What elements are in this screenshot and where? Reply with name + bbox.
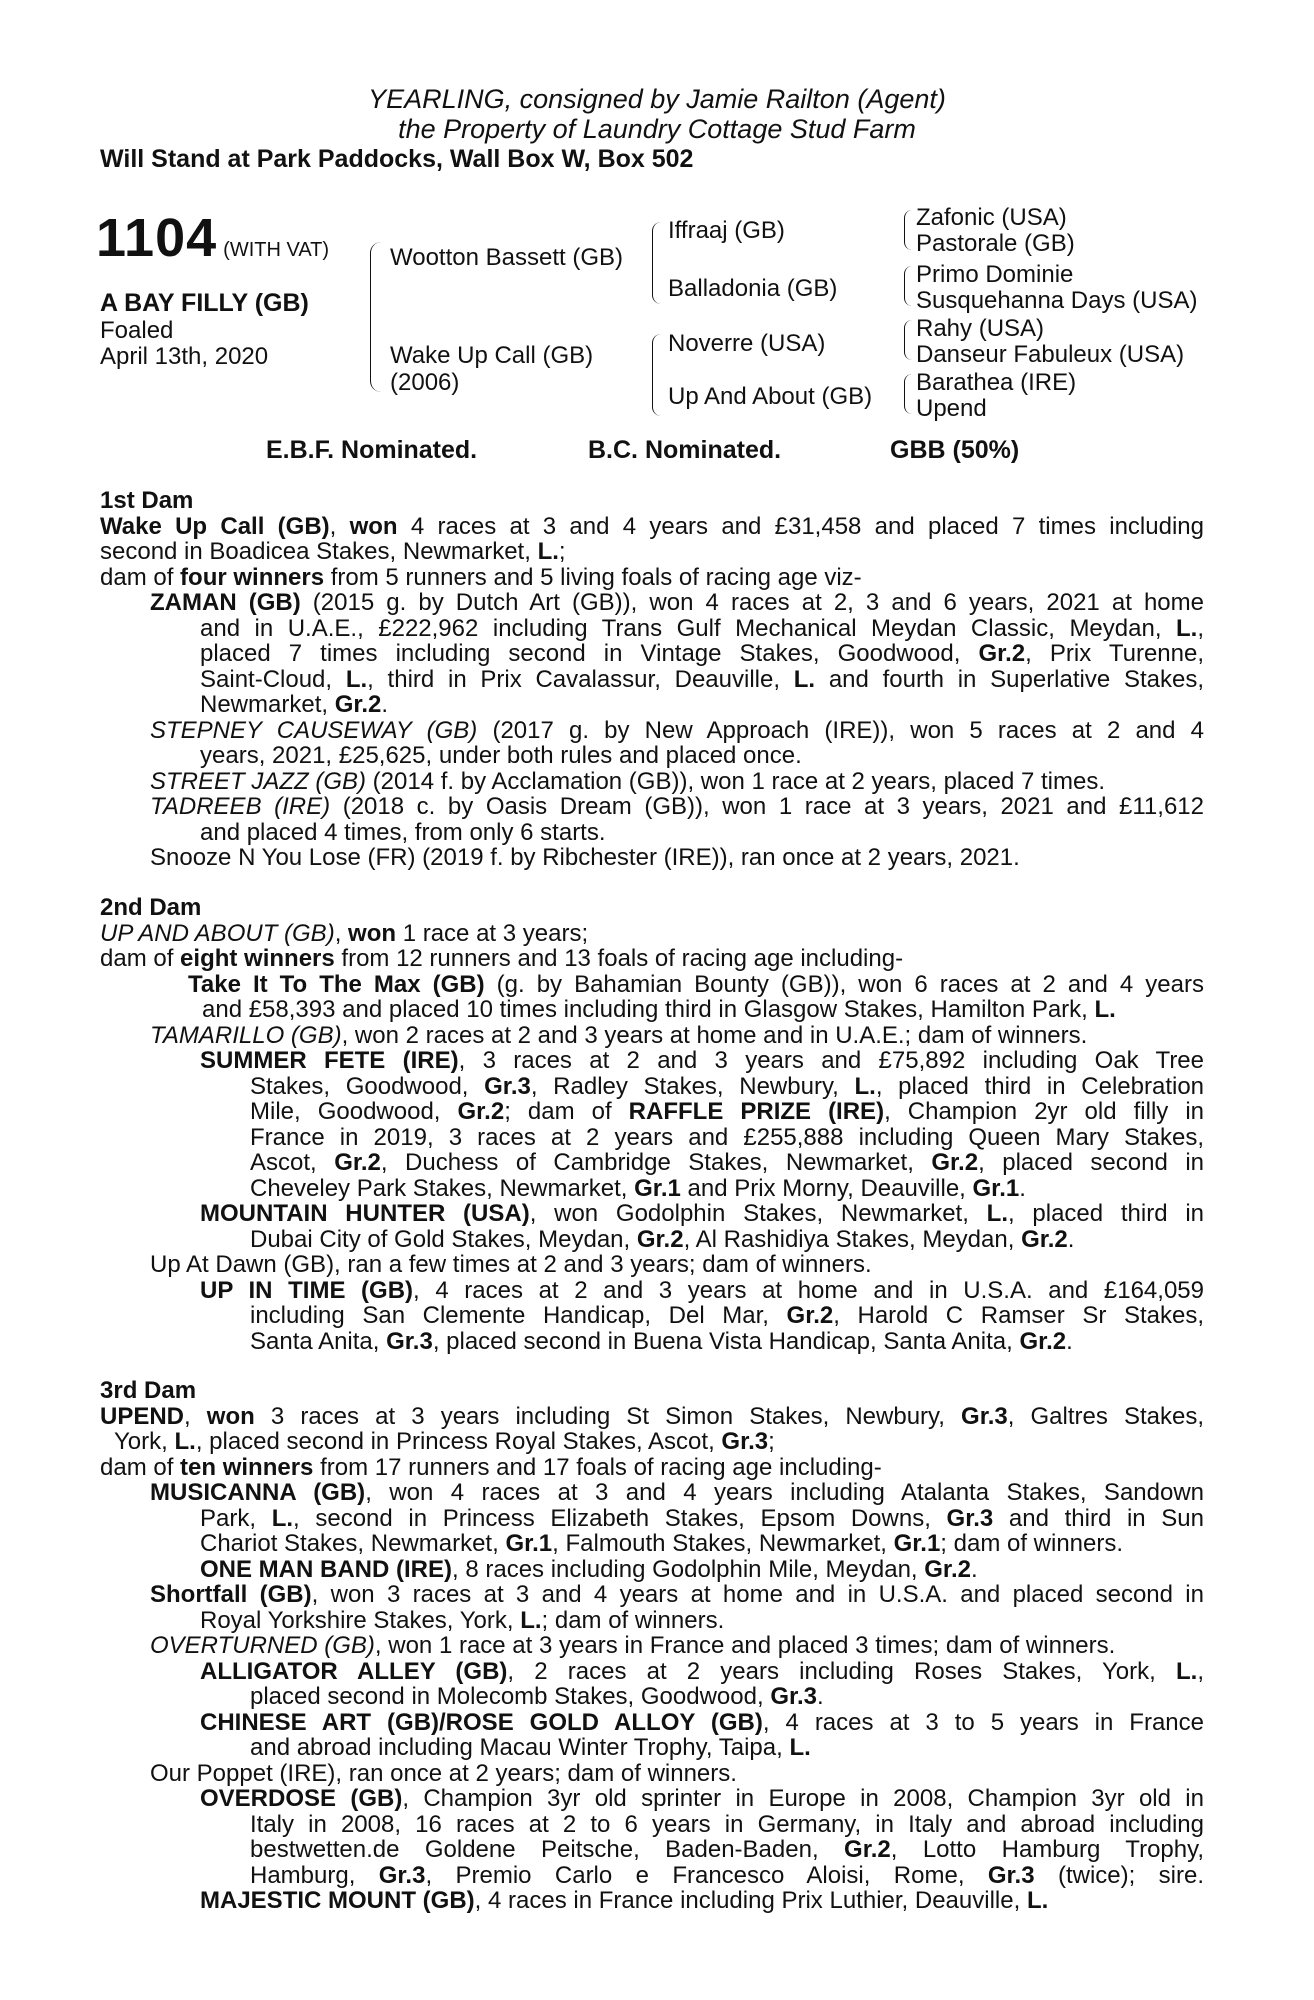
dam-line: York, L., placed second in Princess Royal Stakes, Ascot, Gr.3; <box>114 1428 775 1455</box>
ebf-nomination: E.B.F. Nominated. <box>266 436 478 464</box>
produce-entry: Up At Dawn (GB), ran a few times at 2 and 3 years; dam of winners. <box>150 1251 872 1278</box>
dam-line: Wake Up Call (GB), won 4 races at 3 and 4 years and £31,458 and placed 7 times including <box>100 512 1204 540</box>
third-dam-section <box>100 1378 1204 1914</box>
first-dam-section <box>100 488 1204 871</box>
produce-entry-cont: Stakes, Goodwood, Gr.3, Radley Stakes, Newbury, L., placed third in Celebration <box>250 1072 1205 1100</box>
produce-entry: ALLIGATOR ALLEY (GB), 2 races at 2 years including Roses Stakes, York, L., <box>200 1657 1204 1685</box>
dam-line: UPEND, won 3 races at 3 years including St Simon Stakes, Newbury, Gr.3, Galtres Stakes, <box>100 1402 1205 1430</box>
produce-entry-cont: and £58,393 and placed 10 times including third in Glasgow Stakes, Hamilton Park, L. <box>202 996 1116 1023</box>
produce-entry: MUSICANNA (GB), won 4 races at 3 and 4 years including Atalanta Stakes, Sandown <box>150 1479 1205 1506</box>
produce-entry-cont: and abroad including Macau Winter Trophy, Taipa, L. <box>250 1734 811 1761</box>
vat-label: (WITH VAT) <box>223 239 330 261</box>
produce-entry: TADREEB (IRE) (2018 c. by Oasis Dream (GB)), won 1 race at 3 years, 2021 and £11,612 <box>150 793 1204 820</box>
produce-entry-cont: Chariot Stakes, Newmarket, Gr.1, Falmouth Stakes, Newmarket, Gr.1; dam of winners. <box>200 1530 1124 1557</box>
produce-entry: TAMARILLO (GB), won 2 races at 2 and 3 years at home and in U.A.E.; dam of winners. <box>150 1021 1088 1049</box>
dam-year: (2006) <box>390 369 460 396</box>
produce-entry-cont: bestwetten.de Goldene Peitsche, Baden-Baden, Gr.2, Lotto Hamburg Trophy, <box>250 1836 1204 1863</box>
dam-dam-name: Up And About (GB) <box>668 383 873 410</box>
section-heading: 1st Dam <box>100 487 194 514</box>
pedigree-brace-sire <box>652 222 661 304</box>
grand-dam-2: Susquehanna Days (USA) <box>916 287 1198 314</box>
produce-entry-cont: and in U.A.E., £222,962 including Trans Gulf Mechanical Meydan Classic, Meydan, L., <box>200 614 1204 642</box>
produce-entry-cont: Royal Yorkshire Stakes, York, L.; dam of winners. <box>200 1606 725 1634</box>
produce-entry: Shortfall (GB), won 3 races at 3 and 4 years at home and in U.S.A. and placed second in <box>150 1581 1204 1608</box>
produce-entry: UP IN TIME (GB), 4 races at 2 and 3 years at home and in U.S.A. and £164,059 <box>200 1276 1204 1304</box>
pedigree-brace-dam <box>652 334 661 416</box>
produce-entry-cont: years, 2021, £25,625, under both rules and placed once. <box>200 742 802 769</box>
sire-name: Wootton Bassett (GB) <box>390 244 623 271</box>
dam-produce-line: dam of ten winners from 17 runners and 17 foals of racing age including- <box>100 1453 882 1481</box>
produce-entry-cont: placed 7 times including second in Vintage Stakes, Goodwood, Gr.2, Prix Turenne, <box>200 640 1204 667</box>
grand-sire-4: Barathea (IRE) <box>916 369 1077 396</box>
produce-entry-cont: Park, L., second in Princess Elizabeth Stakes, Epsom Downs, Gr.3 and third in Sun <box>200 1504 1204 1532</box>
dam-line: UP AND ABOUT (GB), won 1 race at 3 years; <box>100 919 589 947</box>
grand-dam-3: Danseur Fabuleux (USA) <box>916 341 1185 368</box>
foaled-date: April 13th, 2020 <box>100 343 269 370</box>
foaled-label: Foaled <box>100 317 174 344</box>
produce-entry-cont: Ascot, Gr.2, Duchess of Cambridge Stakes, Newmarket, Gr.2, placed second in <box>250 1149 1204 1176</box>
produce-entry: ONE MAN BAND (IRE), 8 races including Godolphin Mile, Meydan, Gr.2. <box>200 1555 978 1583</box>
sire-sire-name: Iffraaj (GB) <box>668 217 785 244</box>
sire-dam-name: Balladonia (GB) <box>668 275 838 302</box>
dam-line: second in Boadicea Stakes, Newmarket, L.; <box>100 538 566 565</box>
produce-entry: CHINESE ART (GB)/ROSE GOLD ALLOY (GB), 4 races at 3 to 5 years in France <box>200 1708 1204 1736</box>
produce-entry-cont: France in 2019, 3 races at 2 years and £255,888 including Queen Mary Stakes, <box>250 1123 1204 1151</box>
produce-entry-cont: Newmarket, Gr.2. <box>200 691 389 718</box>
grand-sire-2: Primo Dominie <box>916 261 1074 288</box>
produce-entry-cont: Saint-Cloud, L., third in Prix Cavalassur, Deauville, L. and fourth in Superlative Stakes, <box>200 665 1204 693</box>
produce-entry: OVERDOSE (GB), Champion 3yr old sprinter in Europe in 2008, Champion 3yr old in <box>200 1785 1204 1812</box>
dam-sire-name: Noverre (USA) <box>668 330 826 357</box>
grand-sire-3: Rahy (USA) <box>916 315 1045 342</box>
produce-entry-cont: and placed 4 times, from only 6 starts. <box>200 818 606 846</box>
produce-entry-cont: Mile, Goodwood, Gr.2; dam of RAFFLE PRIZE (IRE), Champion 2yr old filly in <box>250 1098 1204 1125</box>
dam-produce-line: dam of four winners from 5 runners and 5 living foals of racing age viz- <box>100 563 862 591</box>
produce-entry: MOUNTAIN HUNTER (USA), won Godolphin Stakes, Newmarket, L., placed third in <box>200 1200 1204 1227</box>
lot-number: 1104 (WITH VAT) <box>96 208 330 268</box>
produce-entry: STEPNEY CAUSEWAY (GB) (2017 g. by New Approach (IRE)), won 5 races at 2 and 4 <box>150 716 1204 744</box>
produce-entry: MAJESTIC MOUNT (GB), 4 races in France including Prix Luthier, Deauville, L. <box>200 1887 1049 1914</box>
pedigree-brace-g1 <box>904 210 912 250</box>
grand-dam-1: Pastorale (GB) <box>916 230 1075 257</box>
produce-entry: Our Poppet (IRE), ran once at 2 years; dam of winners. <box>150 1759 737 1787</box>
property-line: the Property of Laundry Cottage Stud Farm <box>398 114 916 144</box>
dam-name: Wake Up Call (GB) <box>390 342 594 369</box>
produce-entry-cont: Cheveley Park Stakes, Newmarket, Gr.1 and Prix Morny, Deauville, Gr.1. <box>250 1174 1026 1202</box>
section-heading: 2nd Dam <box>100 894 202 921</box>
produce-entry-cont: Dubai City of Gold Stakes, Meydan, Gr.2, Al Rashidiya Stakes, Meydan, Gr.2. <box>250 1225 1075 1253</box>
pedigree-brace-g2 <box>904 266 912 306</box>
second-dam-section <box>100 895 1204 1354</box>
produce-entry: STREET JAZZ (GB) (2014 f. by Acclamation (GB)), won 1 race at 2 years, placed 7 times. <box>150 767 1105 795</box>
produce-entry-cont: placed second in Molecomb Stakes, Goodwood, Gr.3. <box>250 1683 824 1710</box>
pedigree-brace-g3 <box>904 320 912 360</box>
produce-entry-cont: including San Clemente Handicap, Del Mar, Gr.2, Harold C Ramser Sr Stakes, <box>250 1302 1204 1329</box>
produce-entry-cont: Italy in 2008, 16 races at 2 to 6 years in Germany, in Italy and abroad including <box>250 1810 1204 1838</box>
produce-entry: Snooze N You Lose (FR) (2019 f. by Ribchester (IRE)), ran once at 2 years, 2021. <box>150 844 1020 871</box>
produce-entry-cont: Santa Anita, Gr.3, placed second in Buena Vista Handicap, Santa Anita, Gr.2. <box>250 1327 1073 1355</box>
gbb-label: GBB (50%) <box>890 436 1020 464</box>
grand-dam-4: Upend <box>916 395 987 422</box>
consignor-line: YEARLING, consigned by Jamie Railton (Agent) <box>368 84 946 114</box>
produce-entry-cont: Hamburg, Gr.3, Premio Carlo e Francesco Aloisi, Rome, Gr.3 (twice); sire. <box>250 1861 1204 1889</box>
pedigree-brace-g4 <box>904 374 912 414</box>
grand-sire-1: Zafonic (USA) <box>916 204 1067 231</box>
pedigree-brace-main <box>370 242 381 392</box>
produce-entry: ZAMAN (GB) (2015 g. by Dutch Art (GB)), won 4 races at 2, 3 and 6 years, 2021 at home <box>150 589 1204 616</box>
bc-nomination: B.C. Nominated. <box>588 436 782 464</box>
produce-entry: SUMMER FETE (IRE), 3 races at 2 and 3 years and £75,892 including Oak Tree <box>200 1047 1205 1074</box>
produce-entry: Take It To The Max (GB) (g. by Bahamian Bounty (GB)), won 6 races at 2 and 4 years <box>188 970 1204 998</box>
stand-location: Will Stand at Park Paddocks, Wall Box W, Box 502 <box>100 145 694 173</box>
dam-produce-line: dam of eight winners from 12 runners and 13 foals of racing age including- <box>100 945 904 972</box>
section-heading: 3rd Dam <box>100 1377 197 1404</box>
produce-entry: OVERTURNED (GB), won 1 race at 3 years in France and placed 3 times; dam of winners. <box>150 1632 1116 1659</box>
lot-title: A BAY FILLY (GB) <box>100 289 309 317</box>
